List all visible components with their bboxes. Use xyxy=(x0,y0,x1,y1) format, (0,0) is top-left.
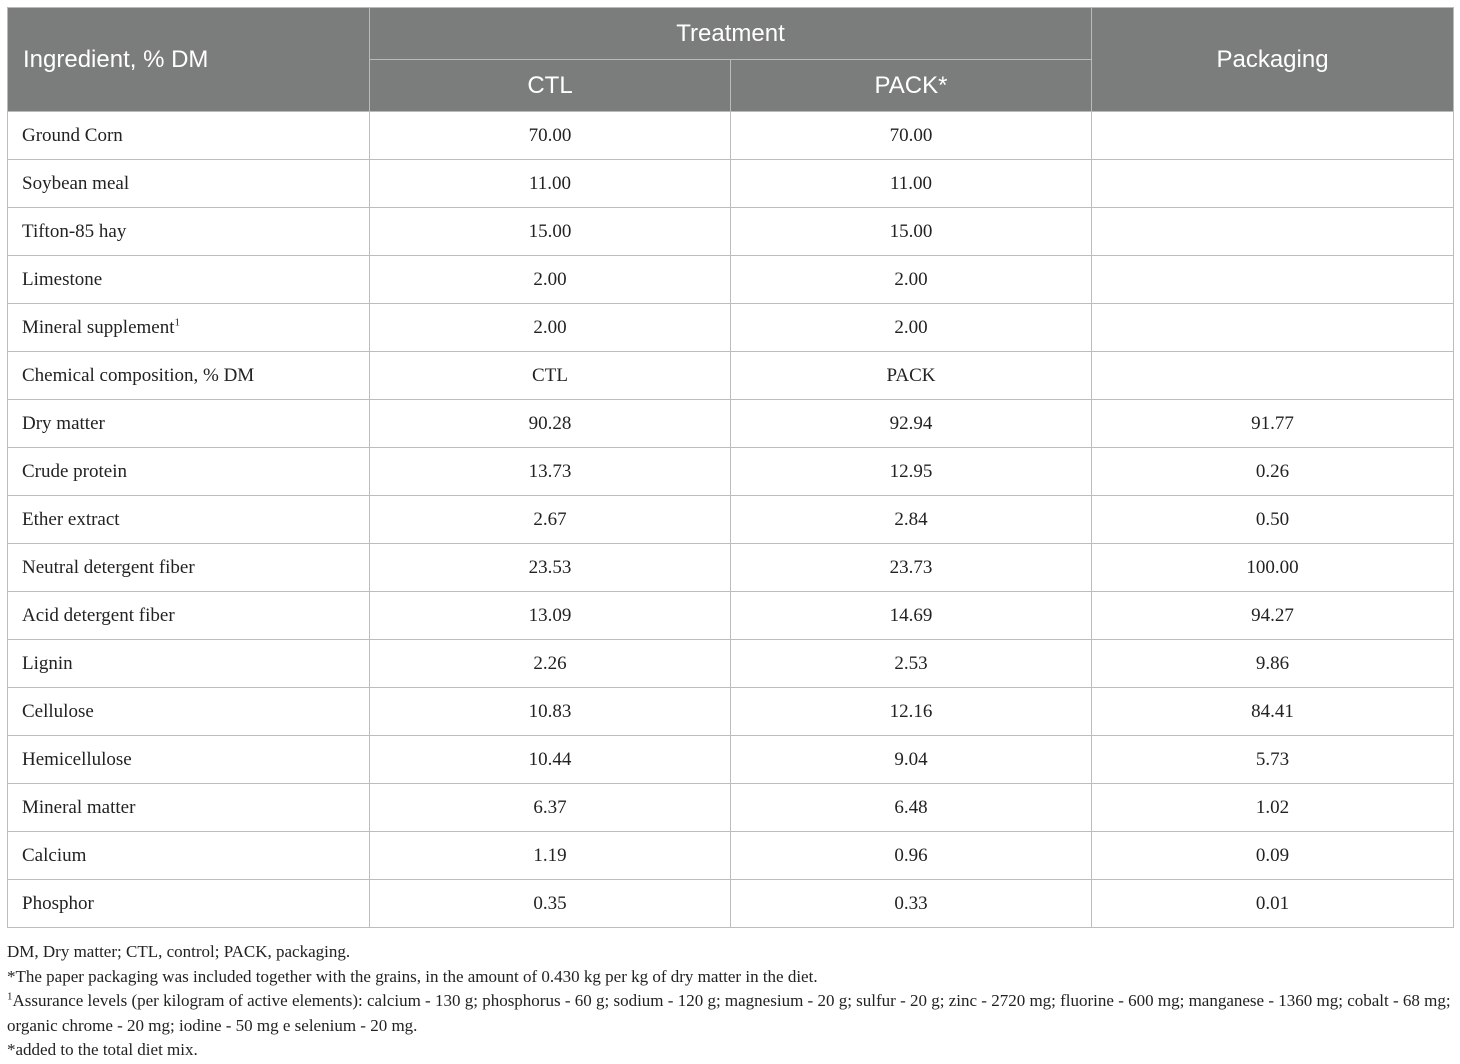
cell-packaging xyxy=(1092,256,1454,304)
table-row xyxy=(8,544,1454,592)
composition-table xyxy=(7,7,1454,928)
row-label xyxy=(8,544,370,592)
cell-packaging: 1.02 xyxy=(1092,784,1454,832)
table-row xyxy=(8,160,1454,208)
row-label xyxy=(8,448,370,496)
row-label-text: Mineral matter xyxy=(22,796,136,818)
footnote-star: *The paper packaging was included together with the grains, in the amount of 0.430 kg per kg of dry matter in the diet. xyxy=(7,966,818,986)
footnote-abbreviations: DM, Dry matter; CTL, control; PACK, packaging. xyxy=(7,942,351,961)
cell-ctl: 0.35 xyxy=(370,880,731,928)
table-footnotes xyxy=(7,940,1453,1063)
cell-ctl: 13.73 xyxy=(370,448,731,496)
table-row xyxy=(8,352,1454,400)
cell-pack: 6.48 xyxy=(731,784,1092,832)
cell-packaging: 0.09 xyxy=(1092,832,1454,880)
table-row xyxy=(8,304,1454,352)
row-label-text: Cellulose xyxy=(22,700,94,722)
table-row xyxy=(8,256,1454,304)
cell-packaging: 94.27 xyxy=(1092,592,1454,640)
table-row xyxy=(8,496,1454,544)
row-label xyxy=(8,256,370,304)
cell-ctl: 1.19 xyxy=(370,832,731,880)
cell-ctl: CTL xyxy=(370,352,731,400)
row-label xyxy=(8,688,370,736)
cell-pack: 9.04 xyxy=(731,736,1092,784)
cell-packaging xyxy=(1092,304,1454,352)
row-label-text: Calcium xyxy=(22,844,87,866)
row-label-text: Phosphor xyxy=(22,892,94,914)
cell-pack: 12.16 xyxy=(731,688,1092,736)
cell-ctl: 2.00 xyxy=(370,256,731,304)
header-packaging: Packaging xyxy=(1092,8,1454,112)
row-label-text: Limestone xyxy=(22,268,103,290)
row-label xyxy=(8,880,370,928)
cell-packaging xyxy=(1092,208,1454,256)
cell-ctl: 10.44 xyxy=(370,736,731,784)
cell-pack: 11.00 xyxy=(731,160,1092,208)
row-label xyxy=(8,400,370,448)
row-label xyxy=(8,160,370,208)
header-ctl: CTL xyxy=(370,60,731,112)
row-label-text: Neutral detergent fiber xyxy=(22,556,195,578)
cell-pack: 92.94 xyxy=(731,400,1092,448)
cell-pack: 2.00 xyxy=(731,304,1092,352)
row-label-text: Ground Corn xyxy=(22,124,123,146)
cell-packaging xyxy=(1092,352,1454,400)
table-row xyxy=(8,832,1454,880)
header-treatment: Treatment xyxy=(370,8,1092,60)
cell-packaging: 9.86 xyxy=(1092,640,1454,688)
table-body xyxy=(8,112,1454,928)
footnote-one-text: Assurance levels (per kilogram of active elements): calcium - 130 g; phosphorus - 60 g; sodium - 120 g; magnesium - 20 g; sulfur - 20 g; zinc - 2720 mg; fluorine - 600 mg; manganese - 1360 mg; cobalt - 68 mg; organic chrome - 20 mg; iodine - 50 mg e selenium - 20 mg. xyxy=(7,991,1451,1035)
row-label xyxy=(8,208,370,256)
row-label xyxy=(8,304,370,352)
cell-pack: 12.95 xyxy=(731,448,1092,496)
cell-ctl: 2.26 xyxy=(370,640,731,688)
row-label xyxy=(8,592,370,640)
table-row xyxy=(8,880,1454,928)
table-row xyxy=(8,208,1454,256)
cell-pack: 0.96 xyxy=(731,832,1092,880)
cell-packaging: 0.01 xyxy=(1092,880,1454,928)
cell-ctl: 15.00 xyxy=(370,208,731,256)
table-row xyxy=(8,784,1454,832)
table-row xyxy=(8,736,1454,784)
cell-ctl: 10.83 xyxy=(370,688,731,736)
table-row xyxy=(8,640,1454,688)
row-label-text: Tifton-85 hay xyxy=(22,220,127,242)
table-row xyxy=(8,688,1454,736)
cell-pack: 15.00 xyxy=(731,208,1092,256)
cell-pack: 2.84 xyxy=(731,496,1092,544)
table-row xyxy=(8,112,1454,160)
row-label xyxy=(8,496,370,544)
row-label-footnote-mark: 1 xyxy=(174,316,180,329)
row-label-text: Acid detergent fiber xyxy=(22,604,175,626)
cell-ctl: 23.53 xyxy=(370,544,731,592)
cell-pack: PACK xyxy=(731,352,1092,400)
cell-ctl: 70.00 xyxy=(370,112,731,160)
row-label xyxy=(8,832,370,880)
header-ingredient: Ingredient, % DM xyxy=(8,8,370,112)
row-label-text: Crude protein xyxy=(22,460,128,482)
table-container xyxy=(7,7,1453,928)
cell-packaging xyxy=(1092,160,1454,208)
cell-pack: 23.73 xyxy=(731,544,1092,592)
row-label xyxy=(8,640,370,688)
row-label-text: Hemicellulose xyxy=(22,748,132,770)
row-label-text: Dry matter xyxy=(22,412,105,434)
table-row xyxy=(8,448,1454,496)
cell-pack: 2.00 xyxy=(731,256,1092,304)
footnote-one xyxy=(7,989,1453,1038)
cell-pack: 70.00 xyxy=(731,112,1092,160)
row-label xyxy=(8,736,370,784)
cell-pack: 14.69 xyxy=(731,592,1092,640)
cell-ctl: 90.28 xyxy=(370,400,731,448)
row-label-text: Ether extract xyxy=(22,508,120,530)
row-label xyxy=(8,112,370,160)
table-row xyxy=(8,592,1454,640)
row-label xyxy=(8,784,370,832)
cell-packaging: 0.26 xyxy=(1092,448,1454,496)
cell-packaging xyxy=(1092,112,1454,160)
row-label-text: Chemical composition, % DM xyxy=(22,364,255,386)
cell-ctl: 13.09 xyxy=(370,592,731,640)
row-label-text: Soybean meal xyxy=(22,172,130,194)
cell-packaging: 91.77 xyxy=(1092,400,1454,448)
cell-packaging: 100.00 xyxy=(1092,544,1454,592)
header-pack: PACK* xyxy=(731,60,1092,112)
row-label xyxy=(8,352,370,400)
cell-pack: 2.53 xyxy=(731,640,1092,688)
cell-ctl: 11.00 xyxy=(370,160,731,208)
footnote-one-mark: 1 xyxy=(7,990,13,1003)
cell-ctl: 2.00 xyxy=(370,304,731,352)
footnote-added: *added to the total diet mix. xyxy=(7,1040,198,1059)
cell-packaging: 84.41 xyxy=(1092,688,1454,736)
row-label-text: Lignin xyxy=(22,652,73,674)
cell-packaging: 5.73 xyxy=(1092,736,1454,784)
cell-packaging: 0.50 xyxy=(1092,496,1454,544)
row-label-text: Mineral supplement xyxy=(22,316,175,338)
cell-ctl: 2.67 xyxy=(370,496,731,544)
cell-ctl: 6.37 xyxy=(370,784,731,832)
cell-pack: 0.33 xyxy=(731,880,1092,928)
table-row xyxy=(8,400,1454,448)
